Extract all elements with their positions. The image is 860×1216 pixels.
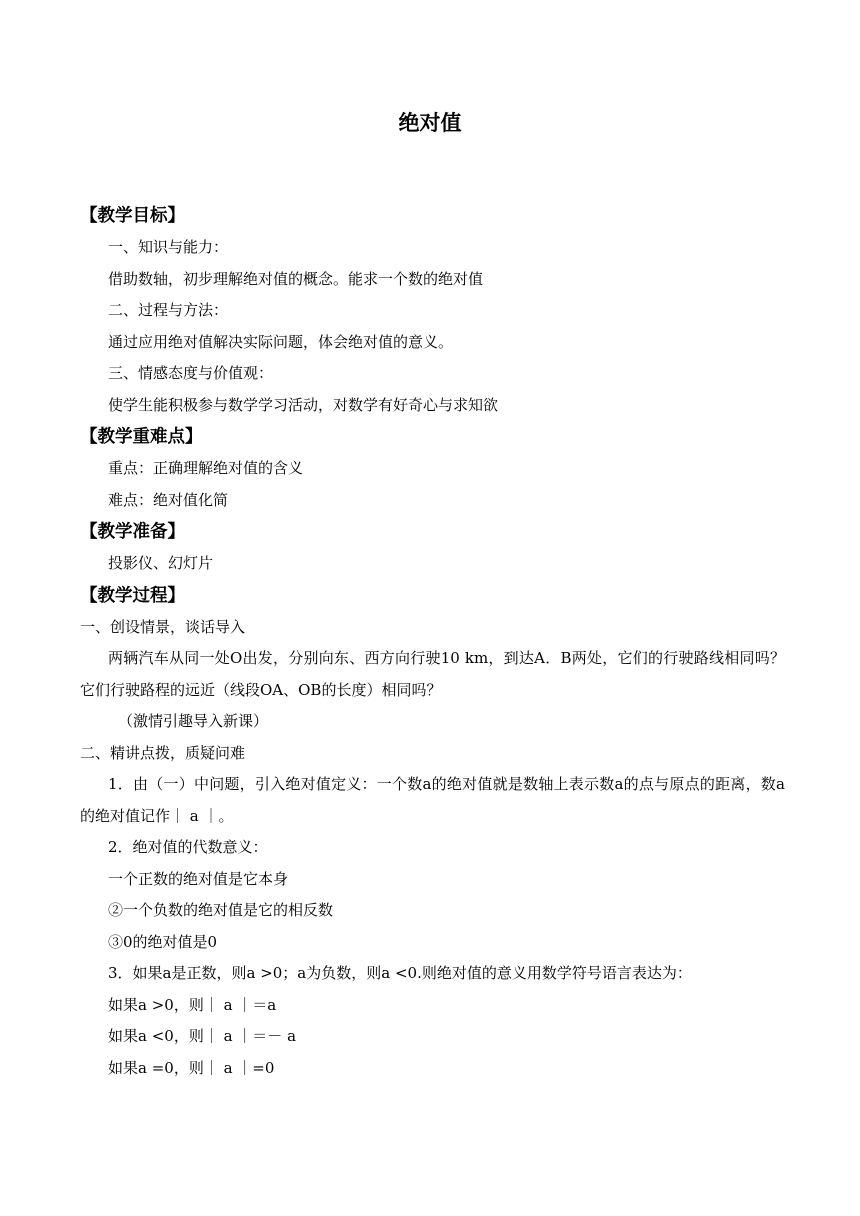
goals-item-1-label: 一、知识与能力： — [108, 238, 229, 256]
process-point-1: 1．由（一）中问题，引入绝对值定义：一个数a的绝对值就是数轴上表示数a的点与原点的距离，数a的绝对值记作｜ a ｜。 — [80, 775, 785, 825]
section-heading-process: 【教学过程】 — [80, 585, 185, 606]
goals-item-3-text: 使学生能积极参与数学学习活动，对数学有好奇心与求知欲 — [108, 395, 499, 414]
process-case-2: 如果a <0，则｜ a ｜＝－ a — [108, 1027, 297, 1045]
process-point-2-c: ③0的绝对值是0 — [108, 932, 218, 951]
preparation-text: 投影仪、幻灯片 — [108, 554, 214, 572]
difficult-point-text: 难点：绝对值化简 — [108, 490, 229, 509]
key-point-text: 重点：正确理解绝对值的含义 — [108, 459, 304, 477]
process-part-2-title: 二、精讲点拨，质疑问难 — [80, 743, 246, 762]
document-title: 绝对值 — [398, 111, 462, 135]
process-point-2-a: 一个正数的绝对值是它本身 — [108, 869, 289, 888]
document-body — [80, 200, 785, 1084]
process-point-3: 3．如果a是正数，则a >0；a为负数，则a <0.则绝对值的意义用数学符号语言表达为： — [108, 964, 692, 982]
process-point-2: 2．绝对值的代数意义： — [108, 838, 268, 856]
process-point-2-b: ②一个负数的绝对值是它的相反数 — [108, 901, 334, 919]
process-case-1: 如果a >0，则｜ a ｜＝a — [108, 995, 277, 1014]
goals-item-2-text: 通过应用绝对值解决实际问题，体会绝对值的意义。 — [108, 332, 454, 351]
process-part-1-paragraph: 两辆汽车从同一处O出发，分别向东、西方向行驶10 km，到达A．B两处，它们的行驶路线相同吗？它们行驶路程的远近（线段OA、OB的长度）相同吗？ — [80, 649, 785, 699]
section-heading-goals: 【教学目标】 — [80, 206, 185, 226]
section-heading-preparation: 【教学准备】 — [80, 522, 185, 542]
section-heading-key-points: 【教学重难点】 — [80, 427, 203, 447]
process-part-1-title: 一、创设情景，谈话导入 — [80, 617, 246, 636]
process-part-1-note: （激情引趣导入新课） — [118, 712, 269, 730]
goals-item-1-text: 借助数轴，初步理解绝对值的概念。能求一个数的绝对值 — [108, 269, 484, 288]
process-case-3: 如果a =0，则｜ a ｜=0 — [108, 1058, 275, 1077]
goals-item-3-label: 三、情感态度与价值观： — [108, 364, 274, 382]
goals-item-2-label: 二、过程与方法： — [108, 301, 229, 319]
